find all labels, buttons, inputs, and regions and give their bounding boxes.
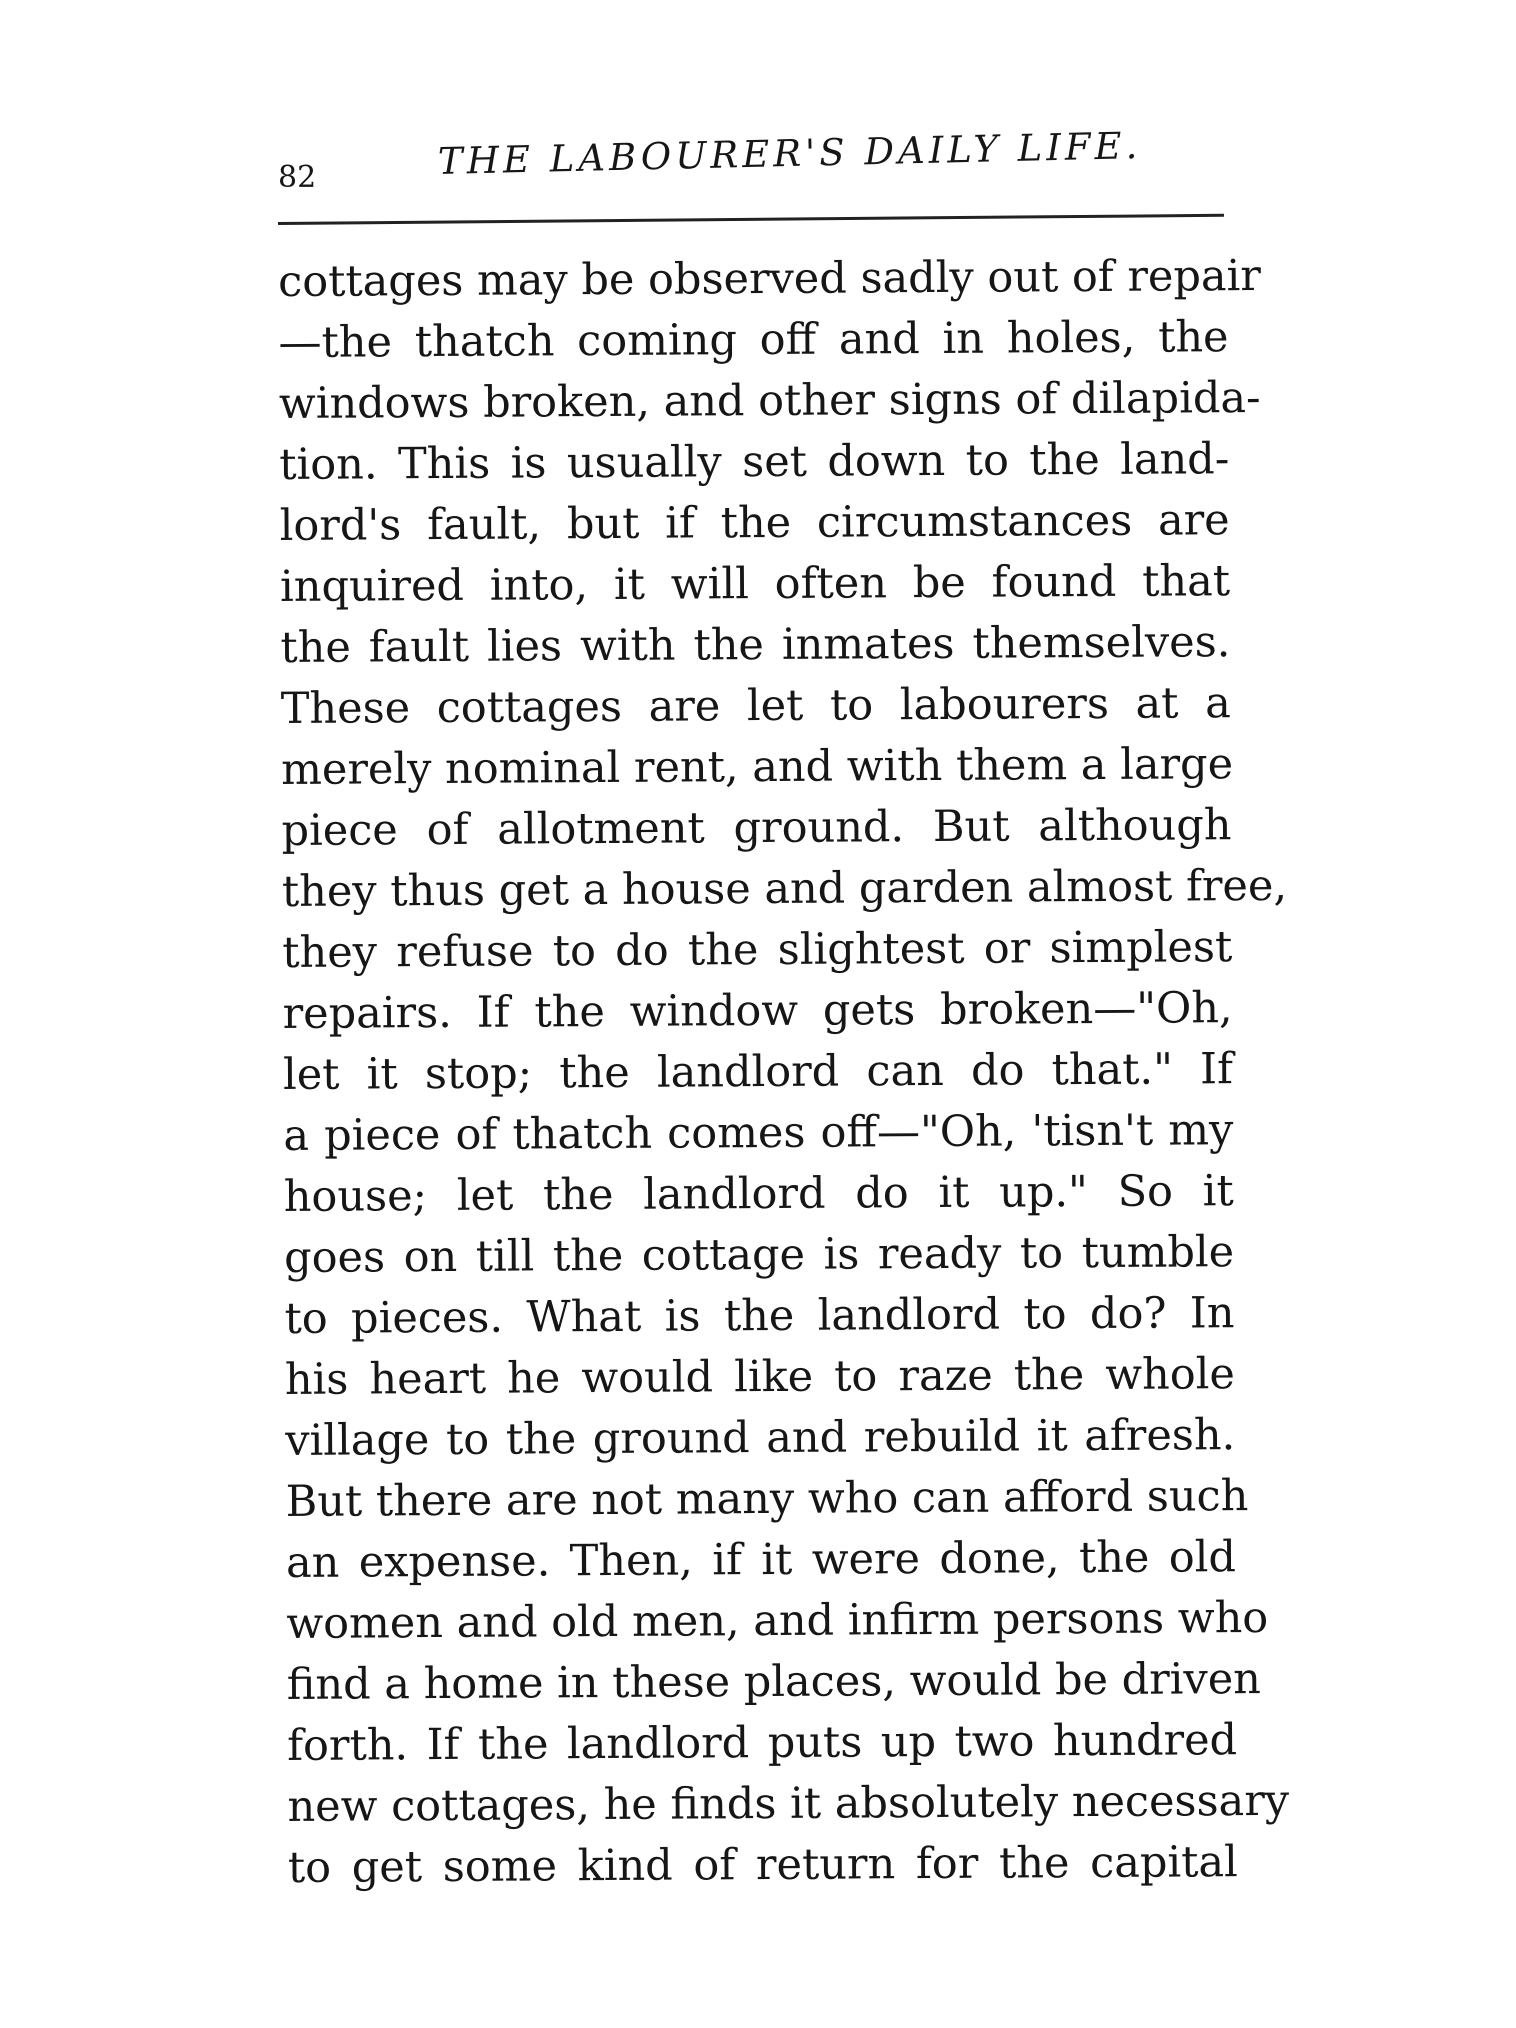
text-line: let it stop; the landlord can do that." If bbox=[282, 1044, 1234, 1100]
running-title: THE LABOURER'S DAILY LIFE. bbox=[437, 124, 1142, 183]
text-line: inquired into, it will often be found that bbox=[279, 556, 1231, 612]
text-line: These cottages are let to labourers at a bbox=[280, 678, 1231, 734]
text-line: windows broken, and other signs of dilapida- bbox=[278, 373, 1261, 429]
text-line: repairs. If the window gets broken—"Oh, bbox=[282, 983, 1233, 1039]
text-line: forth. If the landlord puts up two hundred bbox=[286, 1715, 1238, 1771]
text-line: they thus get a house and garden almost free, bbox=[281, 860, 1288, 917]
text-line: village to the ground and rebuild it afresh. bbox=[285, 1410, 1236, 1466]
text-line: the fault lies with the inmates themselves. bbox=[280, 617, 1231, 673]
text-line: an expense. Then, if it were done, the old bbox=[285, 1532, 1237, 1588]
text-line: —the thatch coming off and in holes, the bbox=[278, 312, 1229, 368]
text-line: to get some kind of return for the capital bbox=[287, 1837, 1239, 1893]
text-line: piece of allotment ground. But although bbox=[281, 800, 1232, 856]
text-line: a piece of thatch comes off—"Oh, 'tisn't my bbox=[283, 1105, 1234, 1161]
text-line: to pieces. What is the landlord to do? In bbox=[284, 1288, 1235, 1344]
text-line: lord's fault, but if the circumstances are bbox=[279, 495, 1230, 551]
body-text bbox=[278, 246, 1290, 1899]
text-line: his heart he would like to raze the whole bbox=[284, 1349, 1236, 1405]
text-line: tion. This is usually set down to the land- bbox=[279, 434, 1230, 490]
text-line: But there are not many who can afford such bbox=[285, 1471, 1249, 1527]
header-rule bbox=[278, 214, 1224, 225]
text-line: they refuse to do the slightest or simplest bbox=[282, 922, 1233, 978]
page-number: 82 bbox=[278, 160, 317, 195]
text-line: new cottages, he finds it absolutely necessary bbox=[287, 1775, 1290, 1832]
text-line: cottages may be observed sadly out of repair bbox=[278, 250, 1262, 307]
text-line: house; let the landlord do it up." So it bbox=[283, 1166, 1234, 1222]
text-line: merely nominal rent, and with them a large bbox=[281, 739, 1234, 795]
text-line: women and old men, and infirm persons who bbox=[286, 1592, 1269, 1649]
text-line: find a home in these places, would be driven bbox=[286, 1654, 1262, 1710]
page-header bbox=[278, 124, 1238, 202]
text-line: goes on till the cottage is ready to tumble bbox=[283, 1227, 1235, 1283]
